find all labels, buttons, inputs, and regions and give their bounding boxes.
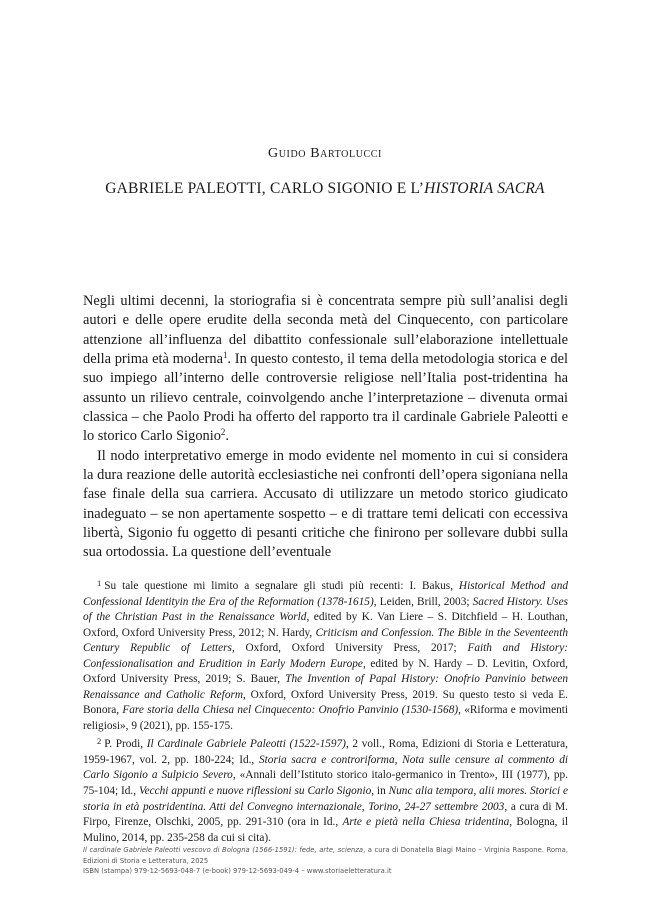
title-italic-text: HISTORIA SACRA	[424, 180, 545, 197]
author-name: Guido Bartolucci	[268, 146, 382, 161]
footnote-italic: Storia sacra e controriforma, Nota sulle censure al commento di Carlo Sigonio a Sulpicio Severo	[83, 753, 568, 782]
body-paragraph-1	[83, 292, 568, 447]
footnote-text: , 2 voll., Roma, Edizioni di Storia e Letteratura, 1959-1967, vol. 2, pp. 180-224; Id.,	[83, 738, 569, 766]
footnote-text: , edited by K. Van Liere – S. Ditchfield – H. Louthan, Oxford, Oxford University Press, 2012; N. Hardy,	[83, 611, 568, 639]
footnote-italic: Criticism and Confession. The Bible in the Seventeenth Century Republic of Letters	[83, 626, 568, 655]
footnote-italic: Faith and History: Confessionalisation and Erudition in Early Modern Europe	[83, 642, 568, 670]
footnote-ref-2: 2	[220, 427, 226, 438]
footnote-text: , Oxford, Oxford University Press, 2017;	[231, 642, 468, 655]
footnote-italic: Nunc alia tempora, alii mores. Storici e storia in età postridentina. Atti del Convegno internazionale, Torino, 24-27 settembre 2003	[83, 785, 568, 813]
footnote-italic: Vecchi appunti e nuove riflessioni su Carlo Sigonio	[138, 785, 372, 798]
footnote-italic: The Invention of Papal History: Onofrio Panvinio between Renaissance and Catholic Reform	[83, 673, 568, 701]
footnote-text: , in	[371, 785, 389, 798]
footnote-text: , Leiden, Brill, 2003;	[373, 595, 473, 608]
footnotes	[83, 576, 568, 846]
publication-credit	[83, 845, 568, 877]
footnote-italic: Fare storia della Chiesa nel Cinquecento: Onofrio Panvinio (1530-1568)	[122, 704, 459, 717]
footnote-1	[83, 576, 568, 734]
body-text: .	[225, 428, 229, 445]
footnote-text: Su tale questione mi limito a segnalare gli studi più recenti: I. Bakus,	[104, 579, 459, 592]
article-title	[20, 180, 630, 198]
article-body	[83, 292, 568, 563]
title-text: GABRIELE PALEOTTI, CARLO SIGONIO E L’	[105, 180, 425, 197]
credit-line-1	[83, 845, 568, 866]
body-text: Negli ultimi decenni, la storiografia si è concentrata sempre più sull’analisi degli autori e delle opere erudite della seconda metà del Cinquecento, con particolare attenzione all’influenza del dibattito confessionale sull’elaborazione intellettuale della prima età moderna	[83, 293, 568, 368]
footnote-italic: Historical Method and Confessional Identityin the Era of the Reformation (1378-1615)	[83, 579, 568, 608]
footnote-text: , a cura di M. Firpo, Firenze, Olschki, 2005, pp. 291-310 (ora in Id.,	[83, 800, 569, 829]
footnote-number: 1	[97, 578, 102, 588]
footnote-2	[83, 734, 568, 846]
body-paragraph-2: Il nodo interpretativo emerge in modo evidente nel momento in cui si considera la dura reazione delle autorità ecclesiastiche nei confronti dell’opera sigoniana nella fase finale della sua carriera. Accusato di utilizzare un metodo storico giudicato inadeguato – se non apertamente sospetto – e di trattare temi delicati con eccessiva libertà, Sigonio fu oggetto di pesanti critiche che finirono per sollevare dubbi sulla sua ortodossia. La questione dell’eventuale	[83, 447, 568, 561]
footnote-number: 2	[97, 736, 102, 747]
footnote-italic: Sacred History. Uses of the Christian Past in the Renaissance World	[83, 595, 568, 624]
footnote-text: , Oxford, Oxford University Press, 2019. Su questo testo si veda E. Bonora,	[83, 688, 568, 717]
body-text: . In questo contesto, il tema della metodologia storica e del suo impiego all’interno delle controversie religiose nell’Italia post-tridentina ha assunto un rilievo centrale, coinvolgendo anche l’interpretazione – divenuta ormai classica – che Paolo Prodi ha offerto del rapporto tra il cardinale Gabriele Paleotti e lo storico Carlo Sigonio	[83, 351, 568, 445]
footnote-text: , «Riforma e movimenti religiosi», 9 (2021), pp. 155-175.	[83, 704, 569, 732]
footnote-italic: Arte e pietà nella Chiesa tridentina	[342, 816, 510, 829]
credit-italic: Il cardinale Gabriele Paleotti vescovo di Bologna (1566-1591): fede, arte, scienza	[83, 846, 364, 854]
footnote-italic: Il Cardinale Gabriele Paleotti (1522-1597)	[146, 738, 346, 751]
credit-text: , a cura di Donatella Biagi Maino – Virginia Raspone. Roma, Edizioni di Storia e Letteratura, 2025	[83, 846, 568, 865]
footnote-text: , Bologna, il Mulino, 2014, pp. 235-258 da cui si cita).	[83, 816, 569, 844]
credit-isbn-line: ISBN (stampa) 979-12-5693-048-7 (e-book) 979-12-5693-049-4 – www.storiaeletteratura.it	[83, 867, 392, 876]
footnote-text: , «Annali dell’Istituto storico italo-germanico in Trento», III (1977), pp. 75-104; Id.,	[83, 769, 569, 798]
footnote-ref-1: 1	[222, 350, 228, 361]
footnote-text: P. Prodi,	[104, 738, 147, 751]
footnote-text: , edited by N. Hardy – D. Levitin, Oxford, Oxford University Press, 2019; S. Bauer,	[83, 657, 568, 686]
